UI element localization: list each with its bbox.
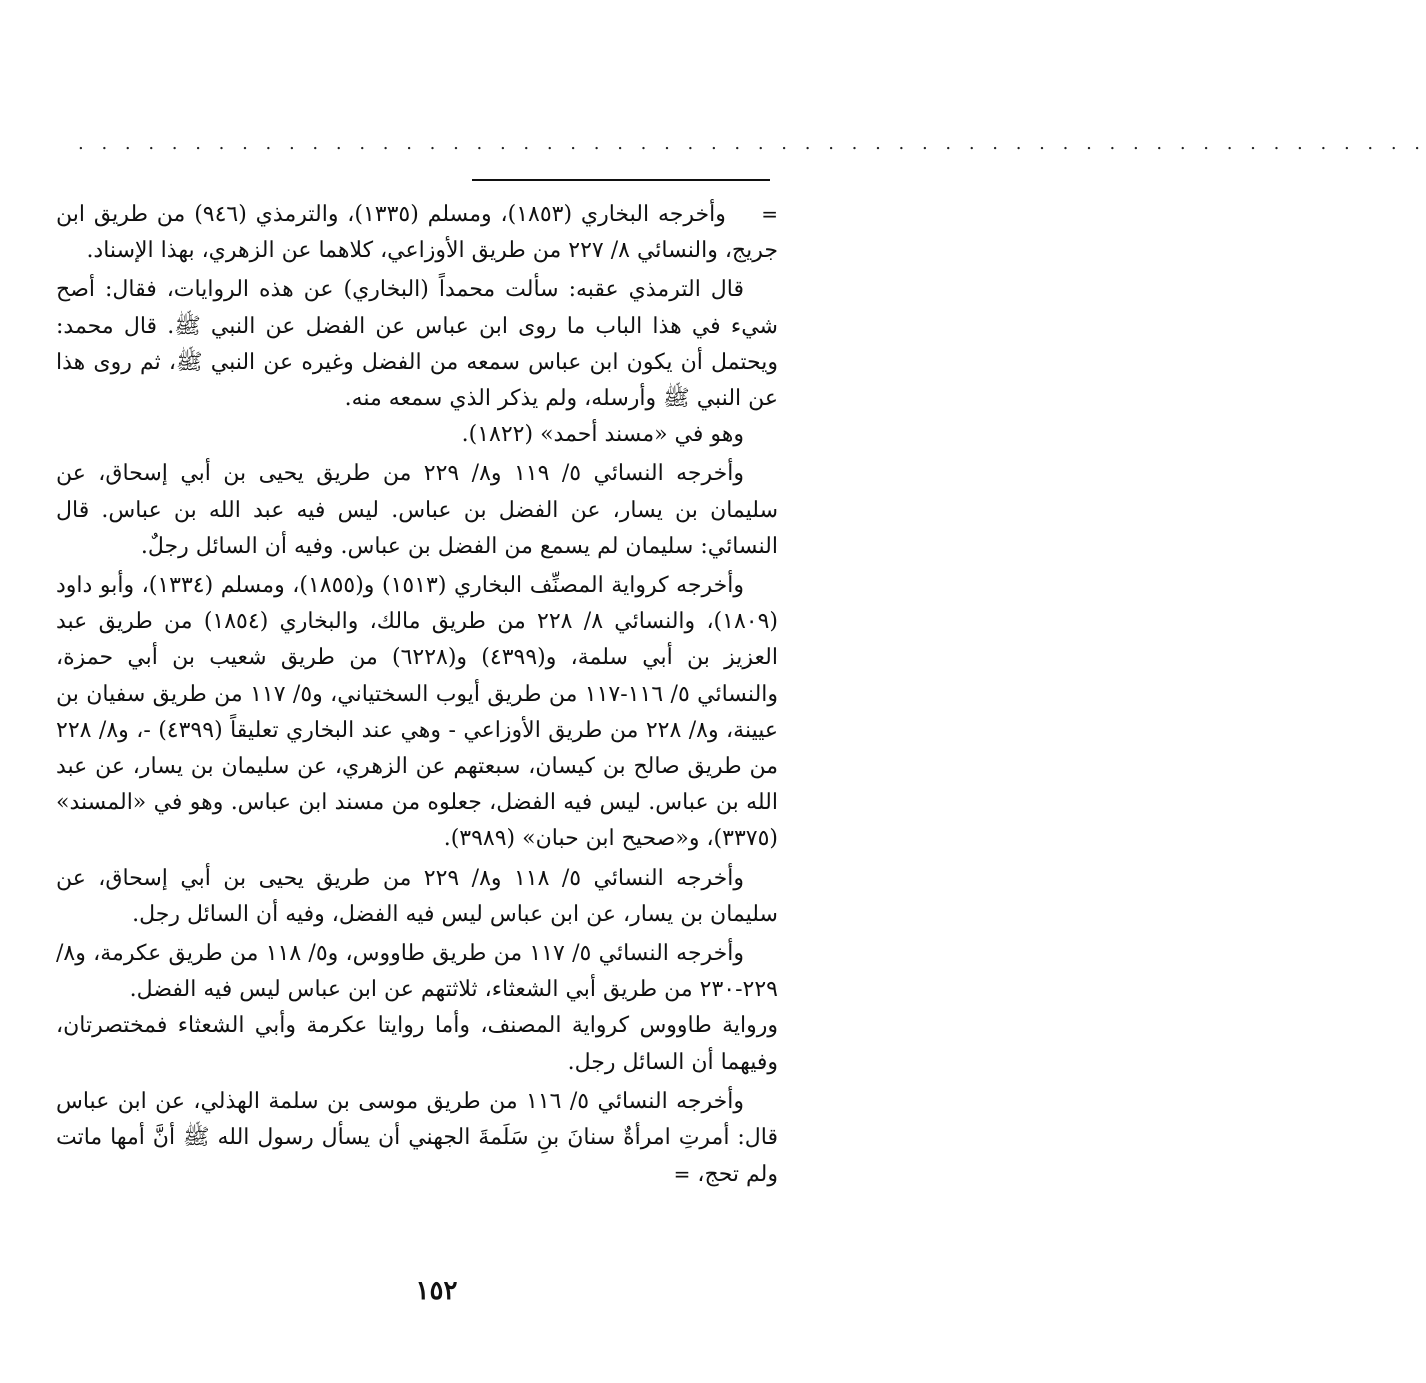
paragraph-text: وأخرجه البخاري (١٨٥٣)، ومسلم (١٣٣٥)، والترمذي (٩٤٦) من طريق ابن جريج، والنسائي ٨/ ٢٢٧ من طريق الأوزاعي، كلاهما عن الزهري، بهذا الإسناد. (56, 202, 778, 264)
continuation-mark-start: = (761, 202, 778, 226)
paragraph-text: وهو في «مسند أحمد» (١٨٢٢). (461, 422, 744, 448)
paragraph-4 (56, 456, 778, 565)
paragraph-2 (56, 272, 778, 417)
paragraph-text: قال الترمذي عقبه: سألت محمداً (البخاري) عن هذه الروايات، فقال: أصح شيء في هذا الباب ما روى ابن عباس عن الفضل عن النبي ﷺ. قال محمد: ويحتمل أن يكون ابن عباس سمعه من الفضل وغيره عن النبي ﷺ، ثم روى هذا عن النبي ﷺ وأرسله، ولم يذكر الذي سمعه منه. (56, 277, 778, 412)
paragraph-8 (56, 1008, 778, 1080)
paragraph-9 (56, 1084, 778, 1194)
footnote-text (56, 196, 778, 1193)
paragraph-text: ورواية طاووس كرواية المصنف، وأما روايتا عكرمة وأبي الشعثاء فمختصرتان، وفيهما أن السائل رجل. (56, 1013, 778, 1075)
paragraph-3 (56, 417, 778, 453)
paragraph-6 (56, 861, 778, 933)
paragraph-text: وأخرجه النسائي ٥/ ١١٩ و٨/ ٢٢٩ من طريق يحيى بن أبي إسحاق، عن سليمان بن يسار، عن الفضل بن عباس. ليس فيه عبد الله بن عباس. قال النسائي: سليمان لم يسمع من الفضل بن عباس. وفيه أن السائل رجلٌ. (56, 461, 778, 559)
page-number: ١٥٢ (415, 1276, 458, 1306)
footnote-rule (472, 179, 770, 181)
paragraph-text: وأخرجه النسائي ٥/ ١١٦ من طريق موسى بن سلمة الهذلي، عن ابن عباس قال: أمرتِ امرأةٌ سنانَ بنِ سَلَمةَ الجهني أن يسأل رسول الله ﷺ أنَّ أمها ماتت ولم تحج، (56, 1088, 778, 1188)
separator-dots: . . . . . . . . . . . . . . . . . . . . . . . . . . . . . . . . . . . . . . . . . . . . . . . . . . . . . . . . . . (78, 133, 1426, 154)
paragraph-text: وأخرجه النسائي ٥/ ١١٧ من طريق طاووس، و٥/ ١١٨ من طريق عكرمة، و٨/ ٢٢٩-٢٣٠ من طريق أبي الشعثاء، ثلاثتهم عن ابن عباس ليس فيه الفضل. (56, 941, 778, 1003)
paragraph-1 (56, 196, 778, 269)
paragraph-5 (56, 568, 778, 858)
paragraph-text: وأخرجه النسائي ٥/ ١١٨ و٨/ ٢٢٩ من طريق يحيى بن أبي إسحاق، عن سليمان بن يسار، عن ابن عباس ليس فيه الفضل، وفيه أن السائل رجل. (56, 865, 778, 927)
paragraph-text: وأخرجه كرواية المصنِّف البخاري (١٥١٣) و(١٨٥٥)، ومسلم (١٣٣٤)، وأبو داود (١٨٠٩)، والنسائي ٨/ ٢٢٨ من طريق مالك، والبخاري (١٨٥٤) من طريق عبد العزيز بن أبي سلمة، و(٤٣٩٩) و(٦٢٢٨) من طريق شعيب بن أبي حمزة، والنسائي ٥/ ١١٦-١١٧ من طريق أيوب السختياني، و٥/ ١١٧ من طريق سفيان بن عيينة، و٨/ ٢٢٨ من طريق الأوزاعي - وهي عند البخاري تعليقاً (٤٣٩٩) -، و٨/ ٢٢٨ من طريق صالح بن كيسان، سبعتهم عن الزهري، عن سليمان بن يسار، عن عبد الله بن عباس. ليس فيه الفضل، جعلوه من مسند ابن عباس. وهو في «المسند» (٣٣٧٥)، و«صحيح ابن حبان» (٣٩٨٩). (56, 573, 779, 852)
continuation-mark-end: = (673, 1162, 691, 1187)
paragraph-7 (56, 936, 778, 1008)
